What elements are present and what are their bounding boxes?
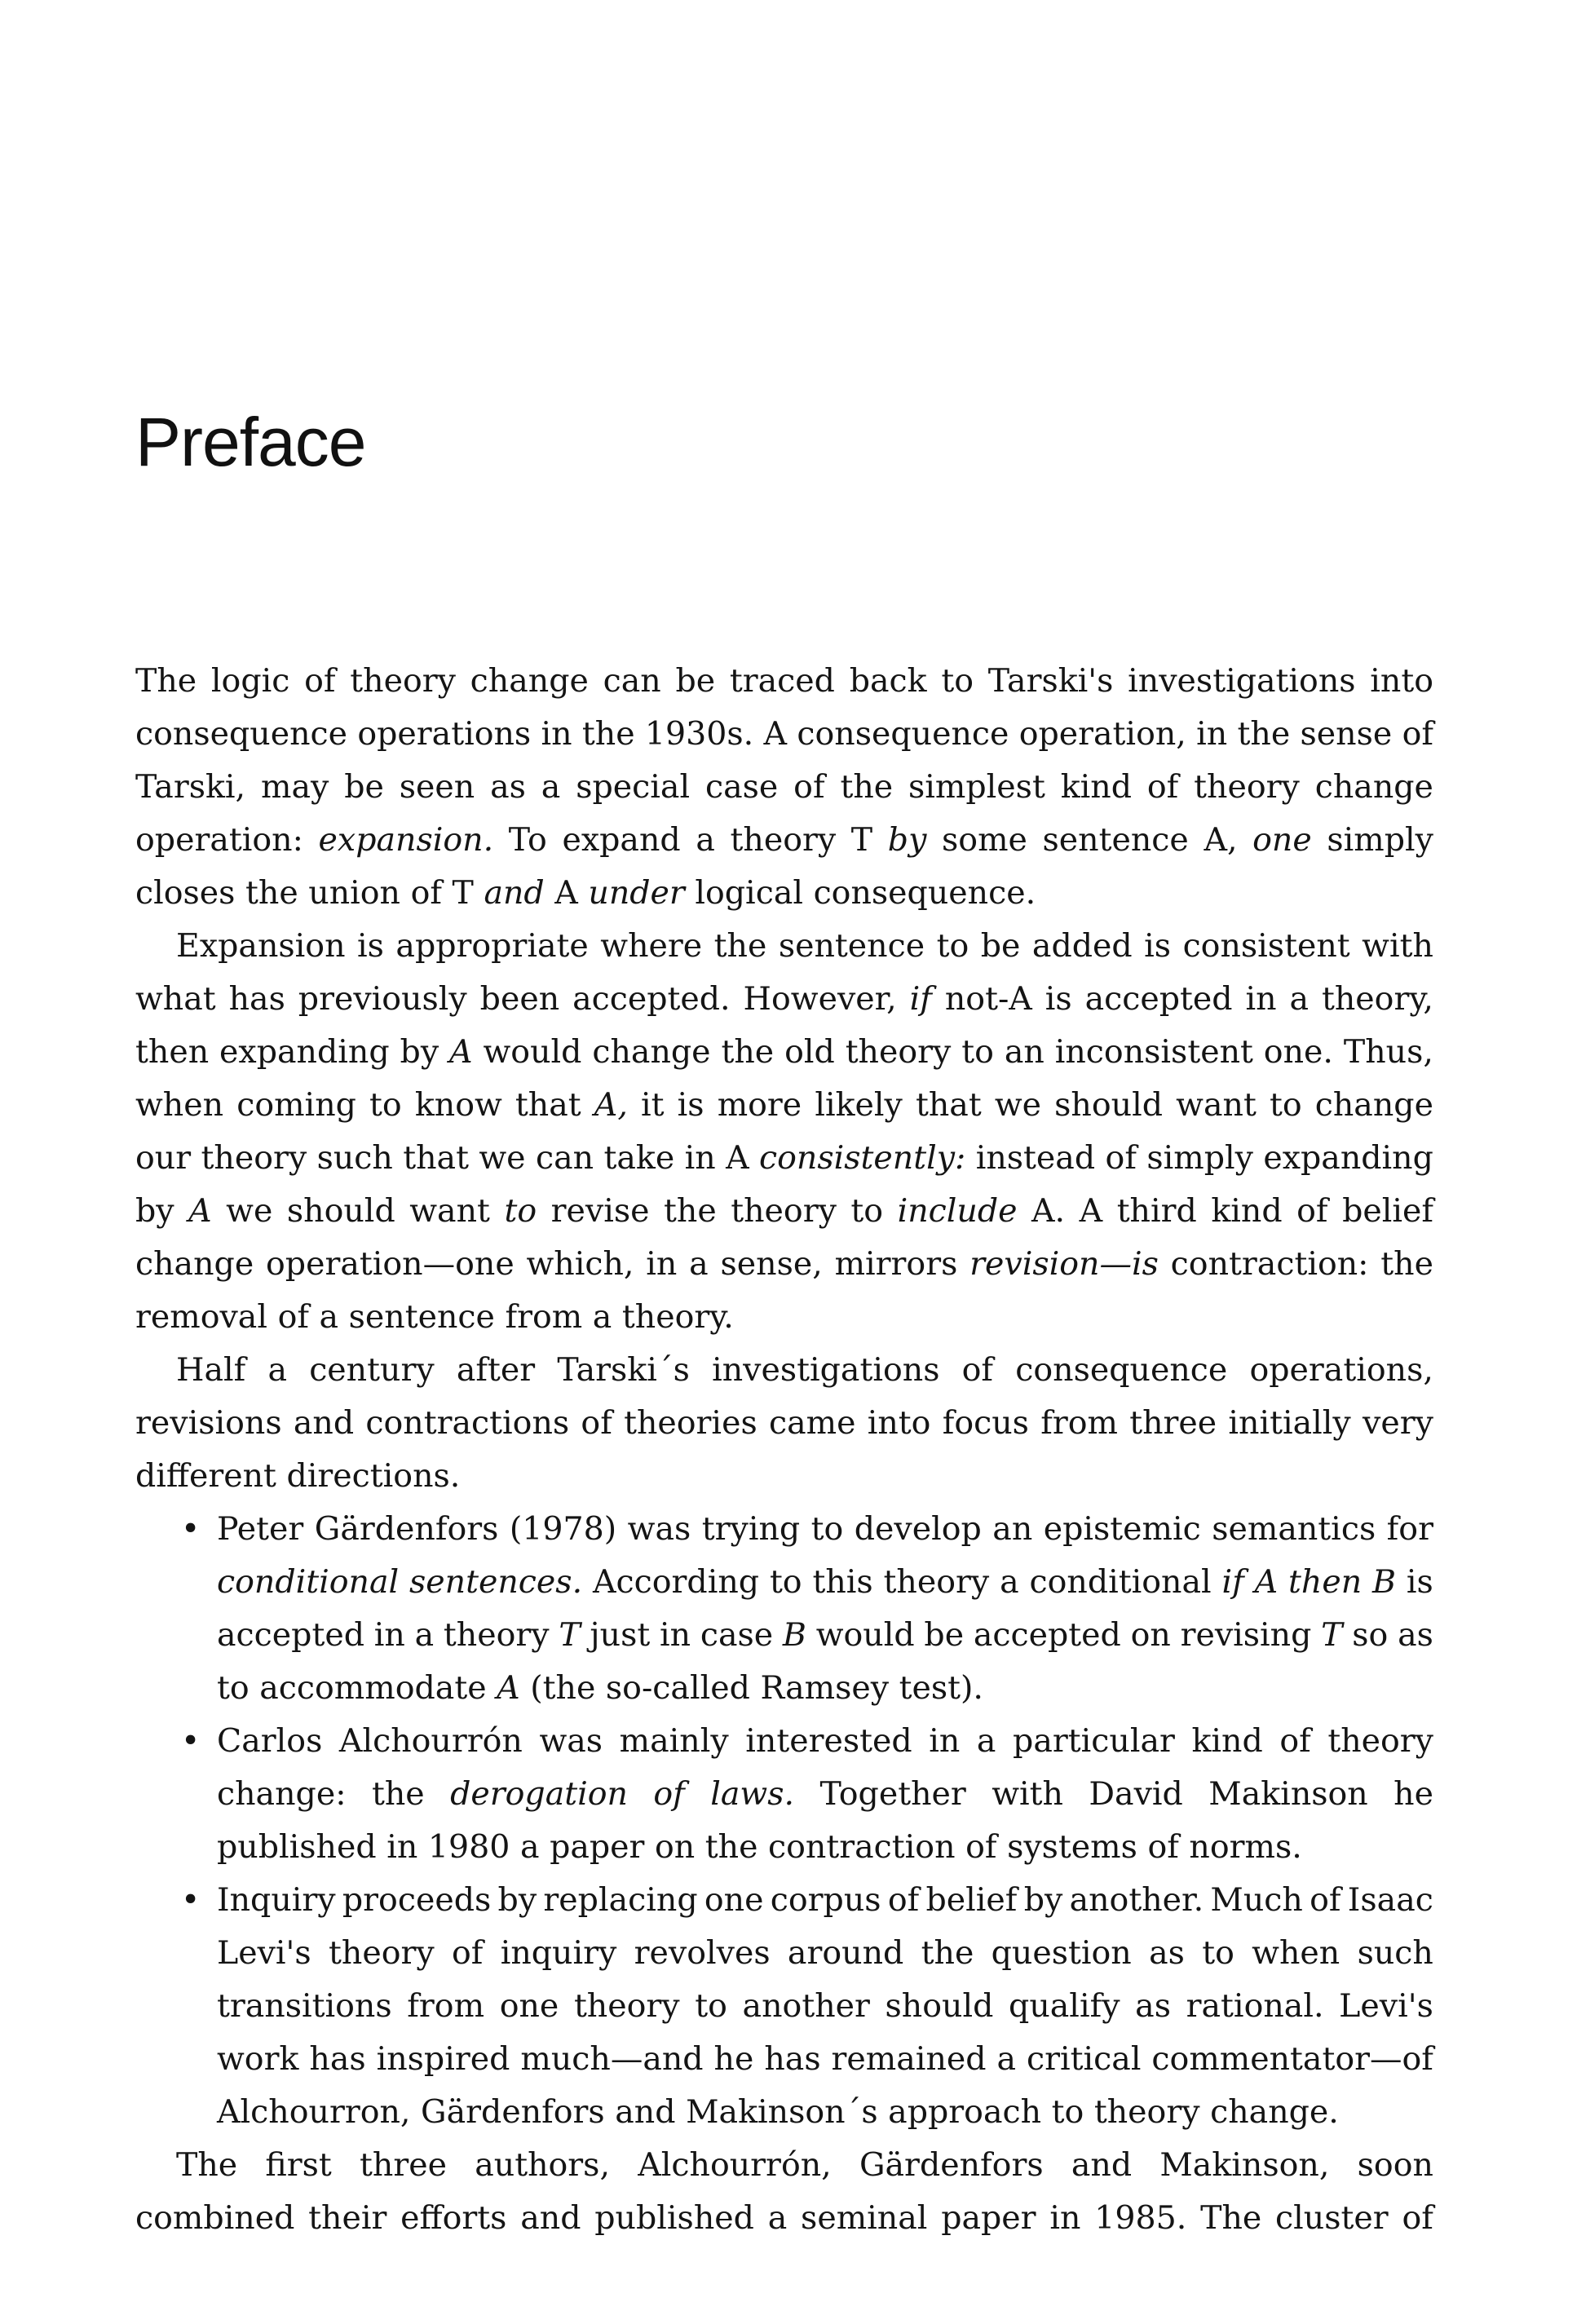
text-line: combined their efforts and published a seminal paper in 1985. The cluster of [135, 2199, 1433, 2237]
text-line: by A we should want to revise the theory to include A. A third kind of belief [135, 1192, 1433, 1230]
text-line: conditional sentences. According to this theory a conditional if A then B is [217, 1563, 1433, 1601]
text-line: Expansion is appropriate where the sentence to be added is consistent with [176, 927, 1433, 965]
text-line: our theory such that we can take in A consistently: instead of simply expanding [135, 1139, 1433, 1177]
text-line: • Carlos Alchourrón was mainly interested in a particular kind of theory [135, 1715, 1433, 1768]
text-line: to accommodate A (the so-called Ramsey test). [217, 1669, 983, 1707]
text-line: when coming to know that A, it is more likely that we should want to change [135, 1086, 1433, 1124]
text-line: • Peter Gärdenfors (1978) was trying to develop an epistemic semantics for [135, 1503, 1433, 1556]
bullet-marker: • [181, 1510, 201, 1548]
text-line: Half a century after Tarski´s investigations of consequence operations, [176, 1351, 1433, 1389]
text-line: The first three authors, Alchourrón, Gärdenfors and Makinson, soon [176, 2146, 1433, 2184]
chapter-title: Preface [135, 404, 366, 480]
text-line: The logic of theory change can be traced back to Tarski's investigations into [135, 662, 1433, 700]
text-line: Levi's theory of inquiry revolves around the question as to when such [217, 1934, 1433, 1972]
text-line: published in 1980 a paper on the contraction of systems of norms. [217, 1828, 1302, 1866]
text-line: • Inquiry proceeds by replacing one corpus of belief by another. Much of Isaac [135, 1874, 1433, 1927]
text-line: operation: expansion. To expand a theory T by some sentence A, one simply [135, 821, 1433, 859]
text-line: then expanding by A would change the old theory to an inconsistent one. Thus, [135, 1033, 1433, 1071]
text-line: revisions and contractions of theories came into focus from three initially very [135, 1404, 1433, 1442]
bullet-marker: • [181, 1881, 201, 1919]
bullet-marker: • [181, 1722, 201, 1760]
text-line: change: the derogation of laws. Together with David Makinson he [217, 1775, 1433, 1813]
text-line: different directions. [135, 1457, 461, 1495]
text-line: Alchourron, Gärdenfors and Makinson´s approach to theory change. [217, 2093, 1339, 2131]
text-line: work has inspired much—and he has remained a critical commentator—of [217, 2040, 1433, 2078]
text-line: consequence operations in the 1930s. A consequence operation, in the sense of [135, 715, 1433, 753]
text-line: change operation—one which, in a sense, mirrors revision—is contraction: the [135, 1245, 1433, 1283]
text-line: Tarski, may be seen as a special case of the simplest kind of theory change [135, 768, 1433, 806]
preface-body [135, 655, 1433, 2245]
text-line: transitions from one theory to another should qualify as rational. Levi's [217, 1987, 1433, 2025]
text-line: what has previously been accepted. However, if not-A is accepted in a theory, [135, 980, 1433, 1018]
text-line: closes the union of T and A under logical consequence. [135, 874, 1036, 912]
text-line: accepted in a theory T just in case B would be accepted on revising T so as [217, 1616, 1433, 1654]
text-line: removal of a sentence from a theory. [135, 1298, 734, 1336]
